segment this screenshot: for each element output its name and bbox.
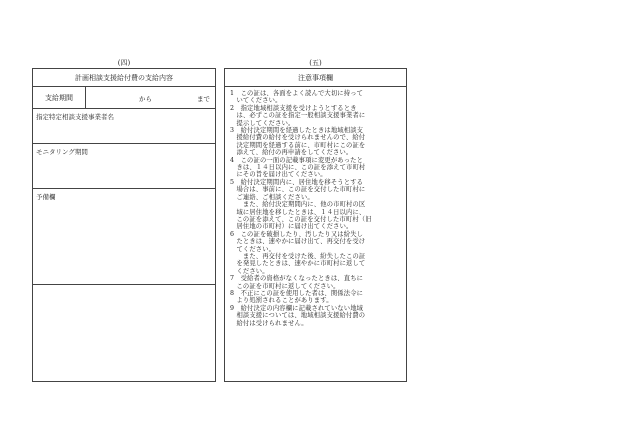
note-line: 援給付費の給付を受けられませんので、給付 <box>230 134 366 142</box>
designated-office-row <box>33 109 215 144</box>
note-line: を発見したときは、速やかに市町村に返して <box>230 260 366 268</box>
note-line: 4 この証の一面の記載事項に変更があったと <box>230 156 364 164</box>
note-line: 8 不正にこの証を使用した者は、関係法令に <box>230 289 364 297</box>
note-line: 2 指定地域相談支援を受けようとするとき <box>230 104 357 112</box>
note-line: 提示してください。 <box>230 119 295 127</box>
note-line: この証を市町村に返してください。 <box>230 282 340 290</box>
note-line: いてください。 <box>230 97 282 105</box>
note-line: 5 給付決定期間内に、居住地を移そうとする <box>230 178 364 186</box>
note-line: 1 この証は、各面をよく読んで大切に持って <box>230 90 364 97</box>
note-line: てください。 <box>230 245 276 253</box>
note-line: 添えて、給付の再申請をしてください。 <box>230 149 353 157</box>
note-line: 給付は受けられません。 <box>230 319 308 327</box>
monitoring-period-row <box>33 144 215 189</box>
benefit-content-header: 計画相談支援給付費の支給内容 <box>33 69 215 87</box>
note-line: 居住地の市町村）に届け出てください。 <box>230 223 353 231</box>
note-line: きは、１４日以内に、この証を添えて市町村 <box>230 164 366 172</box>
monitoring-period-label: モニタリング期間 <box>36 148 88 156</box>
notes-list <box>230 90 402 327</box>
note-line: より処罰されることがあります。 <box>230 297 333 305</box>
notes-header: 注意事項欄 <box>225 69 406 87</box>
note-line: 域に居住地を移したときは、１４日以内に、 <box>230 208 366 216</box>
note-line: 場合は、事前に、この証を交付した市町村に <box>230 186 366 194</box>
remarks-row <box>33 189 215 285</box>
note-line: 7 受給者の資格がなくなったときは、直ちに <box>230 275 364 283</box>
designated-office-label: 指定特定相談支援事業者名 <box>36 113 114 121</box>
payment-period-label: 支給期間 <box>33 87 86 108</box>
note-line: また、給付決定期間内に、他の市町村の区 <box>230 201 366 209</box>
note-line: この証を添えて、この証を交付した市町村（旧 <box>230 215 372 223</box>
panel-number-four: (四) <box>117 59 131 67</box>
note-line: 決定期間を経過する前に、市町村にこの証を <box>230 141 366 149</box>
note-line: は、必ずこの証を指定一般相談支援事業者に <box>230 112 366 120</box>
benefit-content-panel <box>32 68 216 382</box>
period-to-text: まで <box>197 95 210 103</box>
payment-period-row <box>33 87 215 109</box>
notes-panel <box>224 68 407 382</box>
note-line: 9 給付決定の内容欄に記載されていない地域 <box>230 304 364 312</box>
note-line: にその旨を届け出てください。 <box>230 171 327 179</box>
panel-number-five: (五) <box>309 59 322 67</box>
note-line: たときは、速やかに届け出て、再交付を受け <box>230 238 366 246</box>
period-from-text: から <box>139 95 152 103</box>
note-line: 相談支援については、地域相談支援給付費の <box>230 312 366 320</box>
note-line: 3 給付決定期間を経過したときは地域相談支 <box>230 127 364 135</box>
note-line: また、再交付を受けた後、紛失したこの証 <box>230 252 366 260</box>
remarks-label: 予備欄 <box>36 193 56 201</box>
note-line: ください。 <box>230 267 269 275</box>
note-line: ご連絡、ご相談ください。 <box>230 193 314 201</box>
note-line: 6 この証を破損したり、汚したり又は紛失し <box>230 230 364 238</box>
